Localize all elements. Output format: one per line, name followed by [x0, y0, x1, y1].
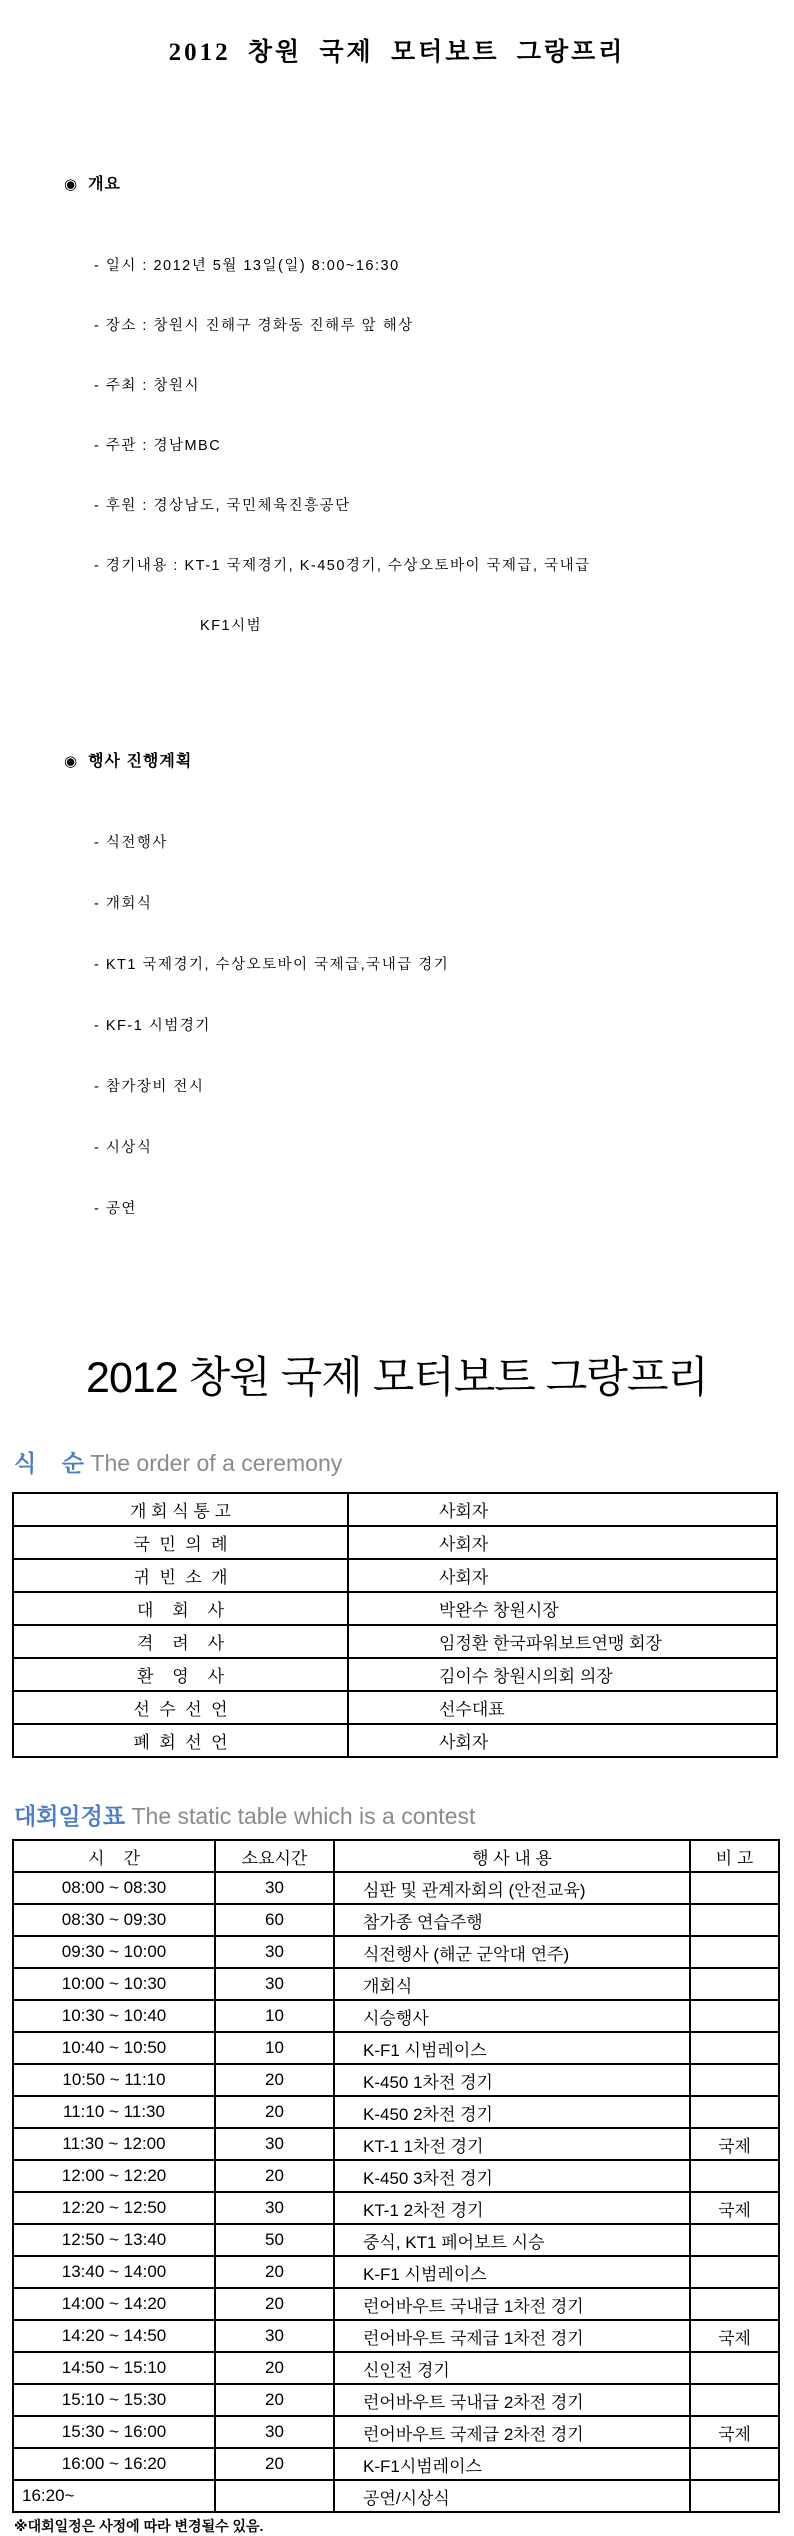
schedule-note-cell: 국제 [690, 2320, 779, 2352]
schedule-note-cell [690, 2288, 779, 2320]
schedule-event-cell: 런어바우트 국내급 2차전 경기 [334, 2384, 690, 2416]
plan-item: - 식전행사 [94, 835, 168, 851]
schedule-time-cell: 11:10 ~ 11:30 [13, 2096, 215, 2128]
ceremony-person-cell: 김이수 창원시의회 의장 [348, 1658, 777, 1691]
schedule-time-cell: 10:40 ~ 10:50 [13, 2032, 215, 2064]
plan-item: - 개회식 [94, 896, 153, 912]
schedule-table [12, 1839, 780, 2513]
overview-section [64, 171, 794, 640]
schedule-duration-cell: 20 [215, 2256, 334, 2288]
schedule-event-cell: K-450 3차전 경기 [334, 2160, 690, 2192]
schedule-time-cell: 14:50 ~ 15:10 [13, 2352, 215, 2384]
top-title: 2012 창원 국제 모터보트 그랑프리 [168, 39, 626, 66]
schedule-header-time: 시 간 [13, 1840, 215, 1872]
plan-item: - 참가장비 전시 [94, 1079, 205, 1095]
schedule-time-cell: 08:00 ~ 08:30 [13, 1872, 215, 1904]
schedule-time-cell: 12:00 ~ 12:20 [13, 2160, 215, 2192]
ceremony-person-cell: 사회자 [348, 1493, 777, 1526]
overview-continuation: KF1시범 [200, 618, 263, 634]
ceremony-item-cell: 폐 회 선 언 [13, 1724, 348, 1757]
schedule-duration-cell: 10 [215, 2000, 334, 2032]
ceremony-title-en: The order of a ceremony [84, 1450, 343, 1476]
schedule-row [13, 2224, 779, 2256]
ceremony-item-cell: 대 회 사 [13, 1592, 348, 1625]
schedule-note-cell [690, 2256, 779, 2288]
schedule-time-cell: 15:30 ~ 16:00 [13, 2416, 215, 2448]
schedule-row [13, 2064, 779, 2096]
schedule-time-cell: 11:30 ~ 12:00 [13, 2128, 215, 2160]
section-marker-icon: ◉ [64, 753, 79, 770]
ceremony-row [13, 1592, 777, 1625]
schedule-event-cell: 식전행사 (해군 군악대 연주) [334, 1936, 690, 1968]
ceremony-item-cell: 환 영 사 [13, 1658, 348, 1691]
overview-item: - 후원 : 경상남도, 국민체육진흥공단 [94, 498, 351, 514]
schedule-duration-cell: 30 [215, 1968, 334, 2000]
schedule-row [13, 1872, 779, 1904]
schedule-footnote: ※대회일정은 사정에 따라 변경될수 있음. [14, 2518, 264, 2534]
schedule-row [13, 2416, 779, 2448]
plan-section [64, 748, 794, 1256]
schedule-time-cell: 10:50 ~ 11:10 [13, 2064, 215, 2096]
schedule-header-note: 비 고 [690, 1840, 779, 1872]
schedule-duration-cell: 30 [215, 2128, 334, 2160]
overview-heading-label: 개요 [88, 176, 122, 193]
main-title: 2012 창원 국제 모터보트 그랑프리 [86, 1354, 708, 1402]
plan-item: - 시상식 [94, 1140, 153, 1156]
ceremony-person-cell: 사회자 [348, 1724, 777, 1757]
schedule-row [13, 2320, 779, 2352]
schedule-time-cell: 16:20~ [13, 2480, 215, 2512]
schedule-note-cell [690, 2480, 779, 2512]
schedule-time-cell: 15:10 ~ 15:30 [13, 2384, 215, 2416]
schedule-note-cell [690, 2064, 779, 2096]
schedule-note-cell [690, 1968, 779, 2000]
schedule-duration-cell: 20 [215, 2096, 334, 2128]
schedule-duration-cell: 10 [215, 2032, 334, 2064]
schedule-note-cell: 국제 [690, 2416, 779, 2448]
schedule-header-event: 행 사 내 용 [334, 1840, 690, 1872]
schedule-row [13, 2448, 779, 2480]
schedule-time-cell: 10:00 ~ 10:30 [13, 1968, 215, 2000]
schedule-time-cell: 12:20 ~ 12:50 [13, 2192, 215, 2224]
overview-item: - 장소 : 창원시 진해구 경화동 진해루 앞 해상 [94, 318, 414, 334]
schedule-header-row [13, 1840, 779, 1872]
schedule-duration-cell: 30 [215, 1936, 334, 1968]
schedule-row [13, 1936, 779, 1968]
schedule-event-cell: 런어바우트 국제급 2차전 경기 [334, 2416, 690, 2448]
ceremony-person-cell: 박완수 창원시장 [348, 1592, 777, 1625]
plan-heading-label: 행사 진행계획 [88, 753, 193, 770]
schedule-duration-cell [215, 2480, 334, 2512]
schedule-row [13, 1968, 779, 2000]
schedule-event-cell: K-F1 시범레이스 [334, 2256, 690, 2288]
ceremony-item-cell: 개 회 식 통 고 [13, 1493, 348, 1526]
plan-item: - 공연 [94, 1201, 137, 1217]
schedule-note-cell: 국제 [690, 2128, 779, 2160]
schedule-row [13, 2128, 779, 2160]
schedule-header-duration: 소요시간 [215, 1840, 334, 1872]
schedule-time-cell: 14:00 ~ 14:20 [13, 2288, 215, 2320]
schedule-note-cell [690, 2032, 779, 2064]
schedule-row [13, 2480, 779, 2512]
ceremony-row [13, 1658, 777, 1691]
schedule-duration-cell: 30 [215, 1872, 334, 1904]
ceremony-person-cell: 사회자 [348, 1526, 777, 1559]
schedule-title-en: The static table which is a contest [125, 1803, 476, 1829]
schedule-event-cell: K-F1 시범레이스 [334, 2032, 690, 2064]
schedule-row [13, 2032, 779, 2064]
schedule-row [13, 2192, 779, 2224]
schedule-row [13, 2160, 779, 2192]
schedule-note-cell [690, 2160, 779, 2192]
schedule-time-cell: 14:20 ~ 14:50 [13, 2320, 215, 2352]
ceremony-row [13, 1526, 777, 1559]
schedule-duration-cell: 20 [215, 2064, 334, 2096]
ceremony-item-cell: 국 민 의 례 [13, 1526, 348, 1559]
overview-item: - 경기내용 : KT-1 국제경기, K-450경기, 수상오토바이 국제급, 국내급 [94, 558, 591, 574]
schedule-note-cell [690, 2448, 779, 2480]
plan-heading [64, 748, 794, 771]
schedule-time-cell: 09:30 ~ 10:00 [13, 1936, 215, 1968]
ceremony-person-cell: 사회자 [348, 1559, 777, 1592]
schedule-duration-cell: 20 [215, 2384, 334, 2416]
schedule-event-cell: 시승행사 [334, 2000, 690, 2032]
schedule-row [13, 2352, 779, 2384]
schedule-note-cell [690, 2096, 779, 2128]
schedule-duration-cell: 60 [215, 1904, 334, 1936]
schedule-section-title [14, 1798, 794, 1831]
overview-list [94, 220, 794, 612]
plan-item: - KT1 국제경기, 수상오토바이 국제급,국내급 경기 [94, 957, 450, 973]
ceremony-item-cell: 격 려 사 [13, 1625, 348, 1658]
ceremony-title-ko: 식 순 [14, 1450, 84, 1476]
overview-heading [64, 171, 794, 194]
schedule-event-cell: 개회식 [334, 1968, 690, 2000]
section-marker-icon: ◉ [64, 176, 79, 193]
ceremony-item-cell: 귀 빈 소 개 [13, 1559, 348, 1592]
ceremony-row [13, 1724, 777, 1757]
schedule-duration-cell: 20 [215, 2448, 334, 2480]
ceremony-person-cell: 선수대표 [348, 1691, 777, 1724]
ceremony-table [12, 1492, 778, 1758]
schedule-time-cell: 12:50 ~ 13:40 [13, 2224, 215, 2256]
schedule-event-cell: K-450 2차전 경기 [334, 2096, 690, 2128]
schedule-note-cell [690, 2000, 779, 2032]
schedule-note-cell [690, 2224, 779, 2256]
ceremony-row [13, 1625, 777, 1658]
schedule-note-cell: 국제 [690, 2192, 779, 2224]
schedule-time-cell: 13:40 ~ 14:00 [13, 2256, 215, 2288]
schedule-note-cell [690, 1904, 779, 1936]
schedule-note-cell [690, 2384, 779, 2416]
schedule-title-ko: 대회일정표 [14, 1803, 126, 1829]
schedule-event-cell: 신인전 경기 [334, 2352, 690, 2384]
overview-item: - 일시 : 2012년 5월 13일(일) 8:00~16:30 [94, 258, 400, 274]
schedule-event-cell: 중식, KT1 페어보트 시승 [334, 2224, 690, 2256]
schedule-duration-cell: 30 [215, 2416, 334, 2448]
schedule-time-cell: 10:30 ~ 10:40 [13, 2000, 215, 2032]
ceremony-row [13, 1691, 777, 1724]
schedule-row [13, 2288, 779, 2320]
schedule-event-cell: KT-1 1차전 경기 [334, 2128, 690, 2160]
plan-item: - KF-1 시범경기 [94, 1018, 211, 1034]
plan-list [94, 797, 794, 1256]
ceremony-row [13, 1493, 777, 1526]
ceremony-section-title [14, 1445, 794, 1478]
schedule-row [13, 2256, 779, 2288]
schedule-time-cell: 08:30 ~ 09:30 [13, 1904, 215, 1936]
schedule-row [13, 2096, 779, 2128]
schedule-note-cell [690, 2352, 779, 2384]
schedule-note-cell [690, 1872, 779, 1904]
schedule-duration-cell: 20 [215, 2288, 334, 2320]
schedule-duration-cell: 30 [215, 2192, 334, 2224]
overview-item: - 주관 : 경남MBC [94, 438, 222, 454]
schedule-event-cell: 런어바우트 국제급 1차전 경기 [334, 2320, 690, 2352]
schedule-note-cell [690, 1936, 779, 1968]
schedule-event-cell: 심판 및 관계자회의 (안전교육) [334, 1872, 690, 1904]
schedule-row [13, 2000, 779, 2032]
schedule-event-cell: 공연/시상식 [334, 2480, 690, 2512]
schedule-event-cell: 참가종 연습주행 [334, 1904, 690, 1936]
schedule-duration-cell: 20 [215, 2352, 334, 2384]
schedule-event-cell: K-450 1차전 경기 [334, 2064, 690, 2096]
schedule-event-cell: K-F1시범레이스 [334, 2448, 690, 2480]
ceremony-person-cell: 임정환 한국파워보트연맹 회장 [348, 1625, 777, 1658]
schedule-event-cell: KT-1 2차전 경기 [334, 2192, 690, 2224]
schedule-time-cell: 16:00 ~ 16:20 [13, 2448, 215, 2480]
schedule-duration-cell: 50 [215, 2224, 334, 2256]
schedule-duration-cell: 30 [215, 2320, 334, 2352]
schedule-duration-cell: 20 [215, 2160, 334, 2192]
schedule-row [13, 1904, 779, 1936]
ceremony-row [13, 1559, 777, 1592]
overview-item: - 주최 : 창원시 [94, 378, 200, 394]
schedule-row [13, 2384, 779, 2416]
schedule-event-cell: 런어바우트 국내급 1차전 경기 [334, 2288, 690, 2320]
ceremony-item-cell: 선 수 선 언 [13, 1691, 348, 1724]
